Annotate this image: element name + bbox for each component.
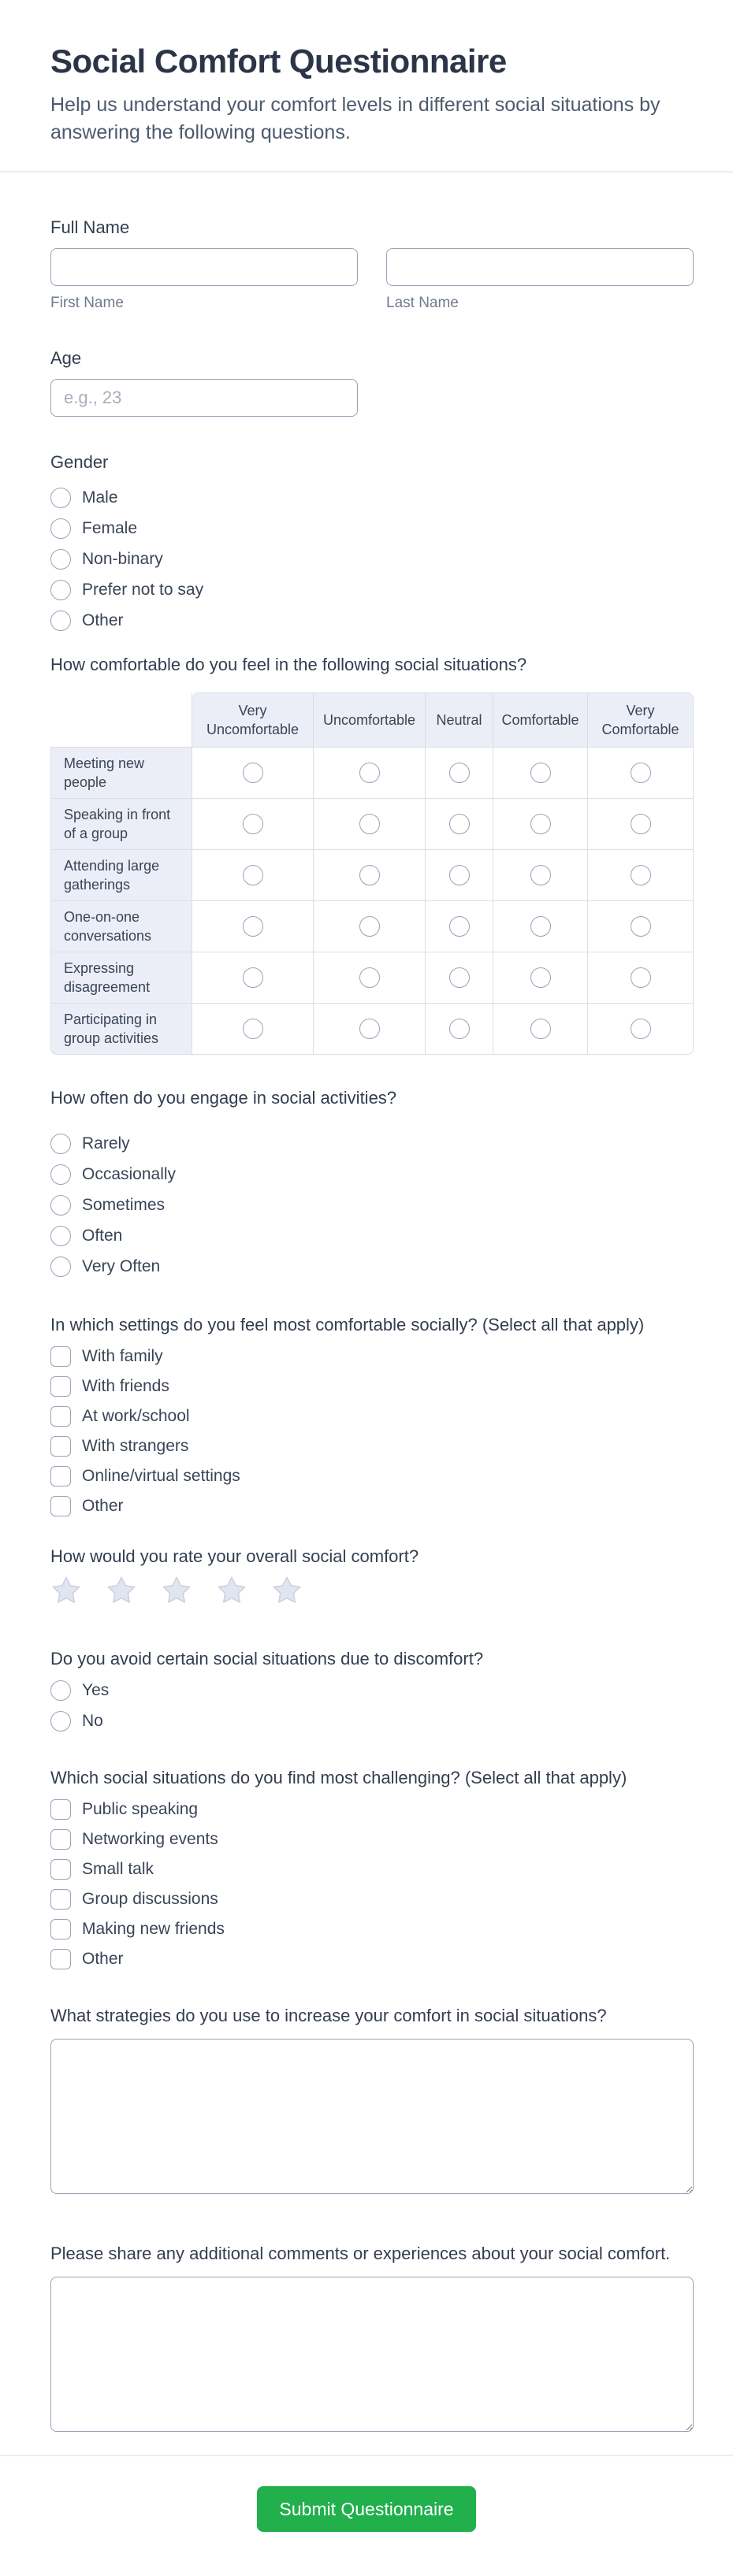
radio-option-row (50, 1256, 694, 1277)
checkbox-option-row (50, 1496, 694, 1516)
matrix-radio[interactable] (449, 865, 470, 885)
radio-option-row (50, 1195, 694, 1216)
checkbox[interactable] (50, 1829, 71, 1850)
strategies-textarea[interactable] (50, 2039, 694, 2194)
page-subtitle: Help us understand your comfort levels in different social situations by answering the following questions. (50, 94, 660, 143)
radio[interactable] (50, 1680, 71, 1701)
matrix-column-header: Neutral (426, 692, 493, 748)
matrix-radio[interactable] (243, 916, 263, 937)
radio[interactable] (50, 1256, 71, 1277)
submit-button[interactable]: Submit Questionnaire (257, 2486, 475, 2532)
checkbox[interactable] (50, 1406, 71, 1427)
checkbox[interactable] (50, 1496, 71, 1516)
option-label: Small talk (82, 1860, 154, 1878)
radio-option-row (50, 549, 694, 570)
radio[interactable] (50, 1711, 71, 1732)
matrix-radio[interactable] (530, 814, 551, 834)
age-input[interactable] (50, 379, 358, 417)
matrix-cell (192, 1004, 314, 1055)
option-label: Female (82, 519, 138, 537)
radio[interactable] (50, 488, 71, 508)
star-icon[interactable] (106, 1575, 137, 1606)
matrix-cell (192, 850, 314, 901)
last-name-input[interactable] (386, 248, 694, 286)
matrix-cell (588, 850, 694, 901)
comments-field (50, 2242, 694, 2436)
comfort-matrix-question: How comfortable do you feel in the following social situations? (50, 655, 527, 674)
gender-field (50, 451, 694, 631)
avoidance-options (50, 1680, 694, 1732)
challenging-question: Which social situations do you find most challenging? (Select all that apply) (50, 1768, 627, 1787)
option-label: Yes (82, 1681, 110, 1699)
matrix-cell (192, 799, 314, 850)
star-icon[interactable] (50, 1575, 82, 1606)
option-label: Networking events (82, 1830, 218, 1848)
frequency-question: How often do you engage in social activities? (50, 1088, 397, 1108)
matrix-radio[interactable] (530, 865, 551, 885)
option-label: Online/virtual settings (82, 1467, 240, 1485)
radio[interactable] (50, 580, 71, 600)
radio-option-row (50, 611, 694, 631)
matrix-radio[interactable] (449, 814, 470, 834)
matrix-cell (314, 748, 426, 799)
matrix-row-label: Participating in group activities (50, 1004, 192, 1055)
matrix-cell (493, 799, 588, 850)
checkbox-option-row (50, 1436, 694, 1457)
checkbox[interactable] (50, 1346, 71, 1367)
option-label: Sometimes (82, 1196, 166, 1214)
form-footer (0, 2455, 733, 2567)
matrix-radio[interactable] (243, 865, 263, 885)
radio-option-row (50, 518, 694, 539)
matrix-cell (192, 952, 314, 1004)
comfort-matrix (50, 692, 694, 1055)
last-name-group (386, 248, 694, 313)
matrix-radio[interactable] (243, 1019, 263, 1039)
matrix-radio[interactable] (359, 814, 380, 834)
star-icon[interactable] (271, 1575, 303, 1606)
option-label: Public speaking (82, 1800, 199, 1818)
radio[interactable] (50, 1164, 71, 1185)
full-name-label: Full Name (50, 217, 130, 237)
matrix-row-label: Meeting new people (50, 748, 192, 799)
matrix-radio[interactable] (631, 763, 651, 783)
radio[interactable] (50, 611, 71, 631)
checkbox-option-row (50, 1406, 694, 1427)
frequency-options (50, 1134, 694, 1277)
matrix-cell (588, 1004, 694, 1055)
option-label: Often (82, 1227, 123, 1245)
matrix-column-header: Very Uncomfortable (192, 692, 314, 748)
rating-question: How would you rate your overall social comfort? (50, 1546, 419, 1566)
option-label: Other (82, 611, 124, 629)
option-label: Prefer not to say (82, 581, 204, 599)
option-label: With strangers (82, 1437, 189, 1455)
checkbox-option-row (50, 1919, 694, 1939)
avoidance-field (50, 1647, 694, 1732)
form-content (0, 217, 733, 2436)
first-name-sublabel: First Name (50, 295, 124, 311)
option-label: Male (82, 488, 118, 507)
matrix-radio[interactable] (243, 763, 263, 783)
matrix-cell (426, 952, 493, 1004)
radio[interactable] (50, 549, 71, 570)
checkbox-option-row (50, 1859, 694, 1880)
last-name-sublabel: Last Name (386, 295, 459, 311)
checkbox-option-row (50, 1466, 694, 1487)
option-label: Occasionally (82, 1165, 177, 1183)
matrix-cell (314, 901, 426, 952)
checkbox[interactable] (50, 1889, 71, 1910)
option-label: At work/school (82, 1407, 190, 1425)
gender-label: Gender (50, 452, 109, 472)
matrix-cell (426, 748, 493, 799)
comments-question: Please share any additional comments or experiences about your social comfort. (50, 2244, 671, 2263)
checkbox-option-row (50, 1376, 694, 1397)
radio-option-row (50, 1711, 694, 1732)
radio[interactable] (50, 1134, 71, 1154)
matrix-cell (426, 799, 493, 850)
matrix-radio[interactable] (359, 916, 380, 937)
checkbox[interactable] (50, 1436, 71, 1457)
matrix-cell (314, 799, 426, 850)
radio-option-row (50, 1226, 694, 1246)
matrix-cell (192, 901, 314, 952)
radio-option-row (50, 580, 694, 600)
matrix-cell (314, 952, 426, 1004)
matrix-cell (493, 952, 588, 1004)
matrix-radio[interactable] (631, 1019, 651, 1039)
checkbox-option-row (50, 1889, 694, 1910)
matrix-cell (588, 901, 694, 952)
first-name-input[interactable] (50, 248, 358, 286)
form-header (0, 0, 733, 173)
matrix-radio[interactable] (449, 1019, 470, 1039)
radio[interactable] (50, 1226, 71, 1246)
checkbox[interactable] (50, 1949, 71, 1969)
option-label: Making new friends (82, 1920, 225, 1938)
radio[interactable] (50, 518, 71, 539)
page-title: Social Comfort Questionnaire (50, 43, 507, 80)
checkbox-option-row (50, 1829, 694, 1850)
frequency-field (50, 1086, 694, 1277)
matrix-cell (493, 748, 588, 799)
checkbox[interactable] (50, 1919, 71, 1939)
matrix-cell (493, 901, 588, 952)
radio[interactable] (50, 1195, 71, 1216)
checkbox-option-row (50, 1346, 694, 1367)
gender-options (50, 488, 694, 631)
radio-option-row (50, 1134, 694, 1154)
option-label: With friends (82, 1377, 169, 1395)
option-label: Other (82, 1950, 124, 1968)
checkbox[interactable] (50, 1799, 71, 1820)
matrix-cell (314, 1004, 426, 1055)
matrix-cell (426, 850, 493, 901)
matrix-radio[interactable] (359, 1019, 380, 1039)
comments-textarea[interactable] (50, 2277, 694, 2432)
matrix-row-label: One-on-one conversations (50, 901, 192, 952)
rating-field (50, 1545, 694, 1606)
matrix-column-header: Comfortable (493, 692, 588, 748)
matrix-row-label: Speaking in front of a group (50, 799, 192, 850)
matrix-radio[interactable] (449, 967, 470, 988)
matrix-cell (426, 1004, 493, 1055)
settings-options (50, 1346, 694, 1516)
matrix-cell (588, 799, 694, 850)
matrix-radio[interactable] (449, 763, 470, 783)
matrix-radio[interactable] (530, 1019, 551, 1039)
option-label: No (82, 1712, 103, 1730)
avoidance-question: Do you avoid certain social situations due to discomfort? (50, 1649, 484, 1668)
matrix-cell (493, 850, 588, 901)
radio-option-row (50, 1680, 694, 1701)
settings-question: In which settings do you feel most comfortable socially? (Select all that apply) (50, 1315, 645, 1334)
matrix-column-header: Very Comfortable (588, 692, 694, 748)
matrix-radio[interactable] (243, 967, 263, 988)
checkbox[interactable] (50, 1376, 71, 1397)
radio-option-row (50, 1164, 694, 1185)
matrix-radio[interactable] (243, 814, 263, 834)
matrix-radio[interactable] (449, 916, 470, 937)
matrix-cell (314, 850, 426, 901)
matrix-radio[interactable] (359, 763, 380, 783)
age-field (50, 347, 694, 417)
option-label: Other (82, 1497, 124, 1515)
checkbox[interactable] (50, 1466, 71, 1487)
matrix-corner-cell (50, 692, 192, 748)
matrix-radio[interactable] (530, 967, 551, 988)
option-label: Group discussions (82, 1890, 218, 1908)
challenging-field (50, 1766, 694, 1969)
matrix-cell (426, 901, 493, 952)
full-name-field (50, 217, 694, 313)
strategies-question: What strategies do you use to increase your comfort in social situations? (50, 2006, 607, 2025)
option-label: Non-binary (82, 550, 163, 568)
matrix-column-header: Uncomfortable (314, 692, 426, 748)
matrix-radio[interactable] (359, 865, 380, 885)
star-icon[interactable] (161, 1575, 192, 1606)
matrix-radio[interactable] (631, 814, 651, 834)
checkbox[interactable] (50, 1859, 71, 1880)
star-rating (50, 1575, 694, 1606)
radio-option-row (50, 488, 694, 508)
matrix-radio[interactable] (631, 916, 651, 937)
checkbox-option-row (50, 1949, 694, 1969)
matrix-cell (588, 748, 694, 799)
matrix-cell (588, 952, 694, 1004)
matrix-cell (493, 1004, 588, 1055)
matrix-row-label: Expressing disagreement (50, 952, 192, 1004)
comfort-matrix-field (50, 653, 694, 1055)
matrix-radio[interactable] (530, 763, 551, 783)
option-label: Rarely (82, 1134, 130, 1153)
matrix-radio[interactable] (530, 916, 551, 937)
matrix-radio[interactable] (359, 967, 380, 988)
age-label: Age (50, 348, 82, 368)
matrix-row-label: Attending large gatherings (50, 850, 192, 901)
star-icon[interactable] (216, 1575, 247, 1606)
option-label: Very Often (82, 1257, 161, 1275)
matrix-radio[interactable] (631, 865, 651, 885)
option-label: With family (82, 1347, 163, 1365)
settings-field (50, 1313, 694, 1516)
strategies-field (50, 2004, 694, 2198)
first-name-group (50, 248, 358, 313)
matrix-cell (192, 748, 314, 799)
matrix-radio[interactable] (631, 967, 651, 988)
challenging-options (50, 1799, 694, 1969)
checkbox-option-row (50, 1799, 694, 1820)
